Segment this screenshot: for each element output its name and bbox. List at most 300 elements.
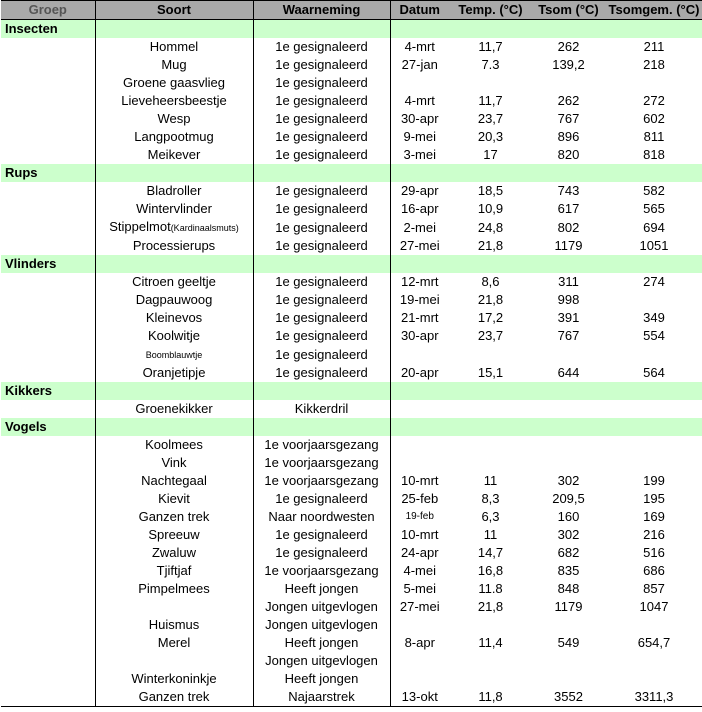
group-row (1, 164, 702, 182)
group-fill-cell (532, 255, 605, 273)
datum-cell: 27-mei (399, 599, 440, 614)
groep-cell (1, 634, 95, 652)
soort-cell (95, 237, 253, 255)
tsomgem-cell: 516 (643, 545, 665, 560)
temp-cell: 7.3 (481, 57, 500, 72)
header-row (1, 1, 702, 20)
datum-cell: 20-apr (400, 365, 439, 380)
temp-cell (449, 670, 532, 688)
waarneming-cell: Heeft jongen (253, 580, 390, 598)
table-row (1, 237, 702, 255)
tsomgem-cell: 565 (643, 201, 665, 216)
table-row (1, 508, 702, 526)
tsomgem-cell: 602 (643, 111, 665, 126)
soort-name: Pimpelmees (138, 581, 210, 596)
waarneming-cell: 1e gesignaleerd (253, 526, 390, 544)
tsom-cell: 802 (557, 219, 580, 235)
table-row (1, 670, 702, 688)
temp-cell (449, 400, 532, 418)
soort-name: Wintervlinder (136, 201, 212, 216)
datum-cell: 19-mei (399, 292, 440, 307)
soort-cell (95, 544, 253, 562)
waarneming-cell: 1e gesignaleerd (253, 92, 390, 110)
soort-cell (95, 218, 253, 237)
groep-cell (1, 508, 95, 526)
soort-cell (95, 436, 253, 454)
waarneming-cell: Jongen uitgevlogen (253, 652, 390, 670)
waarneming-cell: 1e gesignaleerd (253, 345, 390, 364)
group-fill-cell (253, 255, 390, 273)
datum-cell: 4-mrt (404, 39, 435, 54)
waarneming-cell: 1e voorjaarsgezang (253, 436, 390, 454)
soort-name: Citroen geeltje (132, 274, 216, 289)
soort-cell (95, 634, 253, 652)
group-fill-cell (449, 20, 532, 39)
soort-name: Processierups (132, 238, 216, 253)
soort-name: Koolmees (145, 437, 203, 452)
temp-cell: 11,8 (449, 688, 532, 707)
waarneming-cell: 1e voorjaarsgezang (253, 562, 390, 580)
tsom-cell (532, 345, 605, 364)
group-fill-cell (95, 418, 253, 436)
soort-name: Bladroller (146, 183, 202, 198)
groep-cell (1, 218, 95, 237)
tsomgem-cell (605, 652, 702, 670)
table-row (1, 454, 702, 472)
datum-cell (390, 652, 449, 670)
soort-name: Groene gaasvlieg (123, 75, 225, 90)
groep-cell (1, 38, 95, 56)
soort-name: Nachtegaal (141, 473, 207, 488)
groep-cell (1, 327, 95, 345)
table-row (1, 634, 702, 652)
soort-cell (95, 652, 253, 670)
datum-cell: 16-apr (400, 201, 439, 216)
datum-cell (390, 74, 449, 92)
soort-name: Koolwitje (147, 328, 201, 343)
groep-cell (1, 616, 95, 634)
datum-cell: 10-mrt (400, 527, 439, 542)
group-fill-cell (532, 20, 605, 39)
tsom-cell: 549 (557, 635, 580, 650)
groep-cell (1, 652, 95, 670)
group-name: Vogels (1, 418, 95, 436)
group-name: Insecten (1, 20, 95, 39)
datum-cell (390, 616, 449, 634)
table-row (1, 273, 702, 291)
temp-cell: 21,8 (477, 238, 504, 253)
tsom-cell: 160 (557, 509, 580, 524)
tsomgem-cell: 554 (643, 328, 665, 343)
tsom-cell: 767 (557, 111, 580, 126)
tsomgem-cell: 857 (643, 581, 665, 596)
soort-name: Langpootmug (134, 129, 214, 144)
table-row (1, 110, 702, 128)
table-row (1, 309, 702, 327)
tsom-cell: 1179 (554, 238, 583, 253)
tsom-cell: 682 (557, 545, 580, 560)
groep-cell (1, 472, 95, 490)
waarneming-cell: Jongen uitgevlogen (253, 598, 390, 616)
waarneming-cell: 1e gesignaleerd (253, 200, 390, 218)
temp-cell: 21,8 (477, 599, 504, 614)
datum-cell: 4-mei (403, 563, 436, 578)
groep-cell (1, 670, 95, 688)
datum-cell: 13-okt (390, 688, 449, 707)
table-body (1, 20, 702, 707)
temp-cell: 11,7 (478, 39, 503, 54)
group-fill-cell (390, 20, 449, 39)
waarneming-cell: 1e gesignaleerd (253, 110, 390, 128)
tsomgem-cell: 349 (643, 310, 665, 325)
waarneming-cell: Naar noordwesten (253, 508, 390, 526)
datum-cell: 29-apr (400, 183, 439, 198)
soort-name: Boomblauwtje (145, 350, 203, 360)
soort-cell (95, 200, 253, 218)
waarneming-cell: 1e gesignaleerd (253, 273, 390, 291)
soort-cell (95, 562, 253, 580)
soort-cell (95, 327, 253, 345)
groep-cell (1, 454, 95, 472)
soort-cell (95, 309, 253, 327)
datum-cell: 4-mrt (404, 93, 435, 108)
temp-cell (449, 454, 532, 472)
tsom-cell (532, 454, 605, 472)
tsom-cell (532, 400, 605, 418)
waarneming-cell: 1e gesignaleerd (253, 544, 390, 562)
waarneming-cell: Jongen uitgevlogen (253, 616, 390, 634)
soort-cell (95, 110, 253, 128)
temp-cell: 6,3 (481, 509, 500, 524)
group-fill-cell (253, 20, 390, 39)
tsomgem-cell: 272 (643, 93, 665, 108)
tsomgem-cell: 218 (643, 57, 665, 72)
groep-cell (1, 291, 95, 309)
tsom-cell (532, 670, 605, 688)
temp-cell: 17 (483, 147, 498, 162)
waarneming-cell: 1e gesignaleerd (253, 237, 390, 255)
temp-cell: 21,8 (477, 292, 504, 307)
table-row (1, 74, 702, 92)
group-fill-cell (605, 418, 702, 436)
group-fill-cell (532, 418, 605, 436)
header-tsomgem: Tsomgem. (°C) (605, 1, 702, 20)
datum-cell (390, 454, 449, 472)
waarneming-cell: 1e gesignaleerd (253, 182, 390, 200)
table-row (1, 490, 702, 508)
temp-cell: 14,7 (477, 545, 504, 560)
tsomgem-cell (605, 345, 702, 364)
group-fill-cell (449, 164, 532, 182)
group-fill-cell (253, 164, 390, 182)
temp-cell: 17,2 (477, 310, 504, 325)
tsomgem-cell: 274 (643, 274, 665, 289)
temp-cell: 11.8 (478, 581, 503, 596)
temp-cell: 20,3 (477, 129, 504, 144)
soort-name: Spreeuw (148, 527, 200, 542)
tsomgem-cell (605, 454, 702, 472)
table-row (1, 218, 702, 237)
tsom-cell: 391 (557, 310, 580, 325)
group-fill-cell (605, 164, 702, 182)
waarneming-cell: 1e gesignaleerd (253, 38, 390, 56)
soort-cell (95, 454, 253, 472)
group-fill-cell (390, 382, 449, 400)
soort-name: Groenekikker (135, 401, 213, 416)
tsom-cell: 311 (558, 274, 579, 289)
tsomgem-cell (605, 616, 702, 634)
waarneming-cell: 1e gesignaleerd (253, 218, 390, 237)
soort-name: Winterkoninkje (131, 671, 217, 686)
group-fill-cell (532, 164, 605, 182)
soort-cell (95, 598, 253, 616)
soort-name: Mug (161, 57, 187, 72)
soort-name: Ganzen trek (138, 509, 210, 524)
tsom-cell: 998 (557, 292, 580, 307)
groep-cell (1, 562, 95, 580)
table-row (1, 146, 702, 164)
tsom-cell: 617 (557, 201, 580, 216)
tsomgem-cell: 686 (643, 563, 665, 578)
datum-cell: 27-mei (399, 238, 440, 253)
groep-cell (1, 490, 95, 508)
table-row (1, 56, 702, 74)
group-fill-cell (605, 382, 702, 400)
soort-name: Kleinevos (145, 310, 203, 325)
table-row (1, 688, 702, 707)
header-tsom: Tsom (°C) (532, 1, 605, 20)
tsomgem-cell (605, 400, 702, 418)
soort-cell (95, 74, 253, 92)
soort-cell (95, 364, 253, 382)
tsomgem-cell: 1051 (639, 238, 669, 253)
temp-cell: 16,8 (477, 563, 504, 578)
tsomgem-cell: 694 (643, 219, 665, 235)
header-waarneming: Waarneming (253, 1, 390, 20)
soort-cell (95, 670, 253, 688)
group-fill-cell (605, 255, 702, 273)
table-row (1, 128, 702, 146)
groep-cell (1, 237, 95, 255)
soort-name: Vink (161, 455, 187, 470)
waarneming-cell: 1e gesignaleerd (253, 56, 390, 74)
groep-cell (1, 544, 95, 562)
waarneming-cell: 1e gesignaleerd (253, 74, 390, 92)
tsom-cell: 835 (557, 563, 580, 578)
tsomgem-cell: 216 (643, 527, 665, 542)
soort-cell (95, 345, 253, 364)
temp-cell: 24,8 (477, 219, 504, 235)
soort-cell (95, 273, 253, 291)
soort-cell (95, 92, 253, 110)
tsomgem-cell: 169 (643, 509, 665, 524)
datum-cell: 30-apr (400, 111, 439, 126)
tsom-cell (532, 616, 605, 634)
tsomgem-cell (605, 670, 702, 688)
temp-cell (449, 616, 532, 634)
soort-cell (95, 291, 253, 309)
groep-cell (1, 400, 95, 418)
temp-cell (449, 345, 532, 364)
group-row (1, 255, 702, 273)
groep-cell (1, 345, 95, 364)
soort-name: Lieveheersbeestje (121, 93, 227, 108)
table-row (1, 616, 702, 634)
group-fill-cell (390, 418, 449, 436)
group-fill-cell (390, 164, 449, 182)
groep-cell (1, 128, 95, 146)
waarneming-cell: Heeft jongen (253, 670, 390, 688)
waarneming-cell: 1e gesignaleerd (253, 128, 390, 146)
datum-cell: 2-mei (403, 219, 436, 235)
tsom-cell: 848 (557, 581, 580, 596)
table-row (1, 562, 702, 580)
datum-cell: 30-apr (400, 328, 439, 343)
tsom-cell: 139,2 (552, 57, 585, 72)
soort-note: (Kardinaalsmuts) (170, 223, 239, 233)
datum-cell (390, 345, 449, 364)
temp-cell: 11,4 (478, 635, 503, 650)
group-fill-cell (253, 382, 390, 400)
tsom-cell: 262 (557, 39, 580, 54)
tsomgem-cell: 818 (643, 147, 665, 162)
header-datum: Datum (390, 1, 449, 20)
groep-cell (1, 146, 95, 164)
tsom-cell: 767 (557, 328, 580, 343)
datum-cell: 5-mei (403, 581, 436, 596)
soort-name: Zwaluw (151, 545, 197, 560)
waarneming-cell: 1e gesignaleerd (253, 490, 390, 508)
datum-cell: 3-mei (403, 147, 436, 162)
soort-cell (95, 38, 253, 56)
waarneming-cell: 1e voorjaarsgezang (253, 454, 390, 472)
waarneming-cell: Kikkerdril (253, 400, 390, 418)
temp-cell: 8,3 (481, 491, 500, 506)
tsomgem-cell (605, 291, 702, 309)
groep-cell (1, 56, 95, 74)
soort-name: Merel (157, 635, 191, 650)
tsom-cell: 302 (557, 473, 580, 488)
tsom-cell (532, 652, 605, 670)
group-fill-cell (449, 382, 532, 400)
tsomgem-cell: 654,7 (637, 635, 671, 650)
group-fill-cell (95, 20, 253, 39)
datum-cell (390, 436, 449, 454)
temp-cell: 23,7 (477, 328, 504, 343)
waarneming-cell: 1e gesignaleerd (253, 364, 390, 382)
datum-cell: 24-apr (400, 545, 439, 560)
tsom-cell: 896 (557, 129, 580, 144)
soort-cell (95, 182, 253, 200)
tsom-cell: 1179 (554, 599, 583, 614)
soort-cell (95, 508, 253, 526)
group-fill-cell (95, 255, 253, 273)
temp-cell: 11,7 (478, 93, 503, 108)
table-row (1, 580, 702, 598)
group-fill-cell (449, 418, 532, 436)
table-row (1, 291, 702, 309)
soort-name: Dagpauwoog (135, 292, 213, 307)
waarneming-cell: 1e gesignaleerd (253, 146, 390, 164)
datum-cell: 8-apr (404, 635, 435, 650)
datum-cell: 27-jan (401, 57, 438, 72)
groep-cell (1, 436, 95, 454)
groep-cell (1, 182, 95, 200)
temp-cell: 15,1 (477, 365, 504, 380)
table-row (1, 436, 702, 454)
groep-cell (1, 92, 95, 110)
waarneming-cell: 1e gesignaleerd (253, 327, 390, 345)
groep-cell (1, 110, 95, 128)
group-name: Kikkers (1, 382, 95, 400)
table-row (1, 526, 702, 544)
soort-name: Huismus (148, 617, 200, 632)
header-groep: Groep (1, 1, 95, 20)
groep-cell (1, 364, 95, 382)
soort-name: Stippelmot (109, 219, 171, 234)
temp-cell: 11 (483, 473, 498, 488)
tsom-cell: 3552 (532, 688, 605, 707)
soort-cell (95, 580, 253, 598)
tsom-cell: 302 (557, 527, 580, 542)
table-row (1, 200, 702, 218)
tsomgem-cell: 811 (643, 129, 665, 144)
group-fill-cell (605, 20, 702, 39)
temp-cell: 23,7 (477, 111, 504, 126)
tsom-cell (532, 74, 605, 92)
temp-cell (449, 652, 532, 670)
temp-cell: 11 (483, 527, 498, 542)
groep-cell (1, 200, 95, 218)
groep-cell (1, 74, 95, 92)
group-row (1, 20, 702, 39)
tsomgem-cell: 582 (643, 183, 665, 198)
group-name: Vlinders (1, 255, 95, 273)
groep-cell (1, 309, 95, 327)
datum-cell: 10-mrt (400, 473, 439, 488)
temp-cell: 10,9 (477, 201, 504, 216)
group-fill-cell (390, 255, 449, 273)
tsom-cell: 743 (557, 183, 580, 198)
temp-cell (449, 436, 532, 454)
waarneming-cell: 1e voorjaarsgezang (253, 472, 390, 490)
table-row (1, 38, 702, 56)
soort-cell (95, 526, 253, 544)
tsomgem-cell: 1047 (639, 599, 669, 614)
datum-cell: 19-feb (405, 511, 434, 522)
waarneming-cell: Najaarstrek (253, 688, 390, 707)
soort-name: Oranjetipje (142, 365, 206, 380)
groep-cell (1, 688, 95, 707)
table-row (1, 92, 702, 110)
tsom-cell: 262 (557, 93, 580, 108)
soort-name: Ganzen trek (138, 689, 210, 704)
tsomgem-cell: 211 (643, 39, 665, 54)
group-fill-cell (532, 382, 605, 400)
soort-cell (95, 128, 253, 146)
tsom-cell: 820 (557, 147, 580, 162)
datum-cell (390, 400, 449, 418)
temp-cell: 18,5 (477, 183, 504, 198)
tsomgem-cell: 199 (643, 473, 665, 488)
group-row (1, 382, 702, 400)
soort-name: Hommel (149, 39, 199, 54)
datum-cell: 12-mrt (400, 274, 439, 289)
soort-name: Tjiftjaf (156, 563, 192, 578)
group-fill-cell (95, 164, 253, 182)
datum-cell: 9-mei (403, 129, 436, 144)
tsomgem-cell (605, 436, 702, 454)
